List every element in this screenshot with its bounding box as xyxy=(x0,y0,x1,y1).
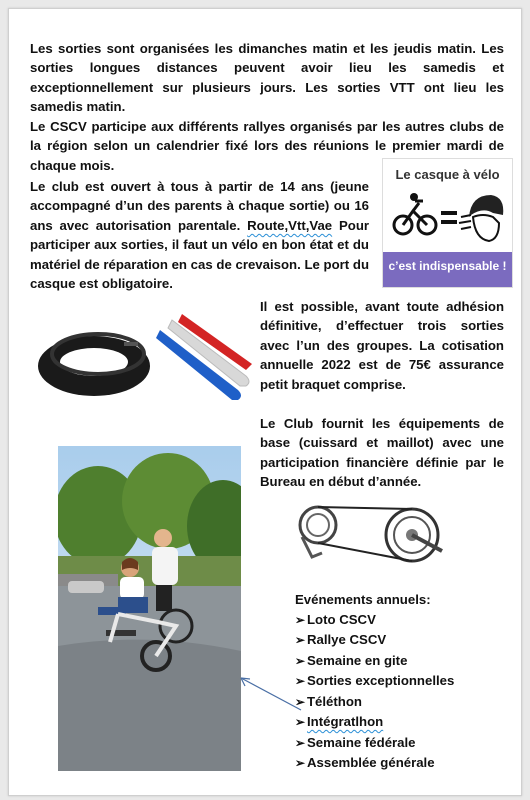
list-item: ➢ Semaine en gite xyxy=(295,651,495,672)
helmet-poster-illustration xyxy=(389,187,506,249)
helmet-poster-title: Le casque à vélo xyxy=(395,167,500,182)
spellcheck-integratlhon: Intégratlhon xyxy=(307,714,384,729)
equals-sign xyxy=(441,211,457,224)
bullet-arrow-icon: ➢ xyxy=(295,756,306,770)
paragraph-rallyes: Le CSCV participe aux différents rallyes organisés par les autres clubs de la région selon un calendrier fixé lors des réunions le premier mardi de chaque mois. xyxy=(30,119,504,173)
paragraph-sorties: Les sorties sont organisées les dimanches matin et les jeudis matin. Les sorties longues distances peuvent avoir lieu les samedis et exceptionnellement sur plusieurs jours. Les sorties VTT ont lieu les samedis matin. xyxy=(30,41,504,115)
list-item: ➢ Loto CSCV xyxy=(295,610,495,631)
helmet-poster-image xyxy=(382,158,513,288)
bike-drivetrain-image xyxy=(292,497,454,565)
inner-tube-icon xyxy=(38,334,150,396)
tandem-wheelchair-bike-photo xyxy=(58,446,241,771)
pointer-arrow-icon xyxy=(237,674,303,712)
list-item: ➢ Sorties exceptionnelles xyxy=(295,671,495,692)
list-item: ➢ Semaine fédérale xyxy=(295,733,495,754)
events-items xyxy=(295,610,495,774)
paragraph-adhesion: Il est possible, avant toute adhésion définitive, d’effectuer trois sorties avec l’un des groupes. La cotisation annuelle 2022 est de 75€ assurance petit braquet comprise. xyxy=(260,299,504,392)
list-item: ➢ Rallye CSCV xyxy=(295,630,495,651)
events-list xyxy=(295,590,495,774)
document-page xyxy=(8,8,522,796)
paragraph-club-text-a: Le club est ouvert à tous à partir de 14 ans (jeune accompagné d’un des parents à chaque sortie) ou 16 ans avec autorisation parentale. xyxy=(30,179,369,233)
events-title: Evénements annuels: xyxy=(295,592,431,607)
list-item xyxy=(295,712,495,733)
paragraph-equipements: Le Club fournit les équipements de base (cuissard et maillot) avec une participation financière définie par le Bureau en début d’année. xyxy=(260,416,504,490)
bullet-arrow-icon: ➢ xyxy=(295,653,306,668)
spellcheck-route-vtt-vae: Route,Vtt,Vae xyxy=(247,217,333,233)
cyclist-icon xyxy=(394,201,436,234)
bullet-arrow-icon: ➢ xyxy=(295,674,306,688)
helmet-poster-tagline: c’est indispensable ! xyxy=(388,259,507,273)
bullet-arrow-icon: ➢ xyxy=(295,694,306,709)
bullet-arrow-icon: ➢ xyxy=(295,633,306,647)
helmet-head-icon xyxy=(459,195,503,241)
bullet-arrow-icon: ➢ xyxy=(295,715,306,729)
tire-levers-icon xyxy=(156,314,252,400)
paragraph-club-ouvert xyxy=(30,177,369,293)
list-item: ➢ Assemblée générale xyxy=(295,753,495,774)
bullet-arrow-icon: ➢ xyxy=(295,735,306,750)
bullet-arrow-icon: ➢ xyxy=(295,612,306,627)
list-item: ➢ Téléthon xyxy=(295,692,495,713)
paragraph-club-text-c: Pour participer aux sorties, il faut un vélo en bon état et du matériel de réparation en cas de crevaison. Le port du casque est obligatoire. xyxy=(30,217,370,292)
inner-tube-and-levers-image xyxy=(32,302,252,412)
